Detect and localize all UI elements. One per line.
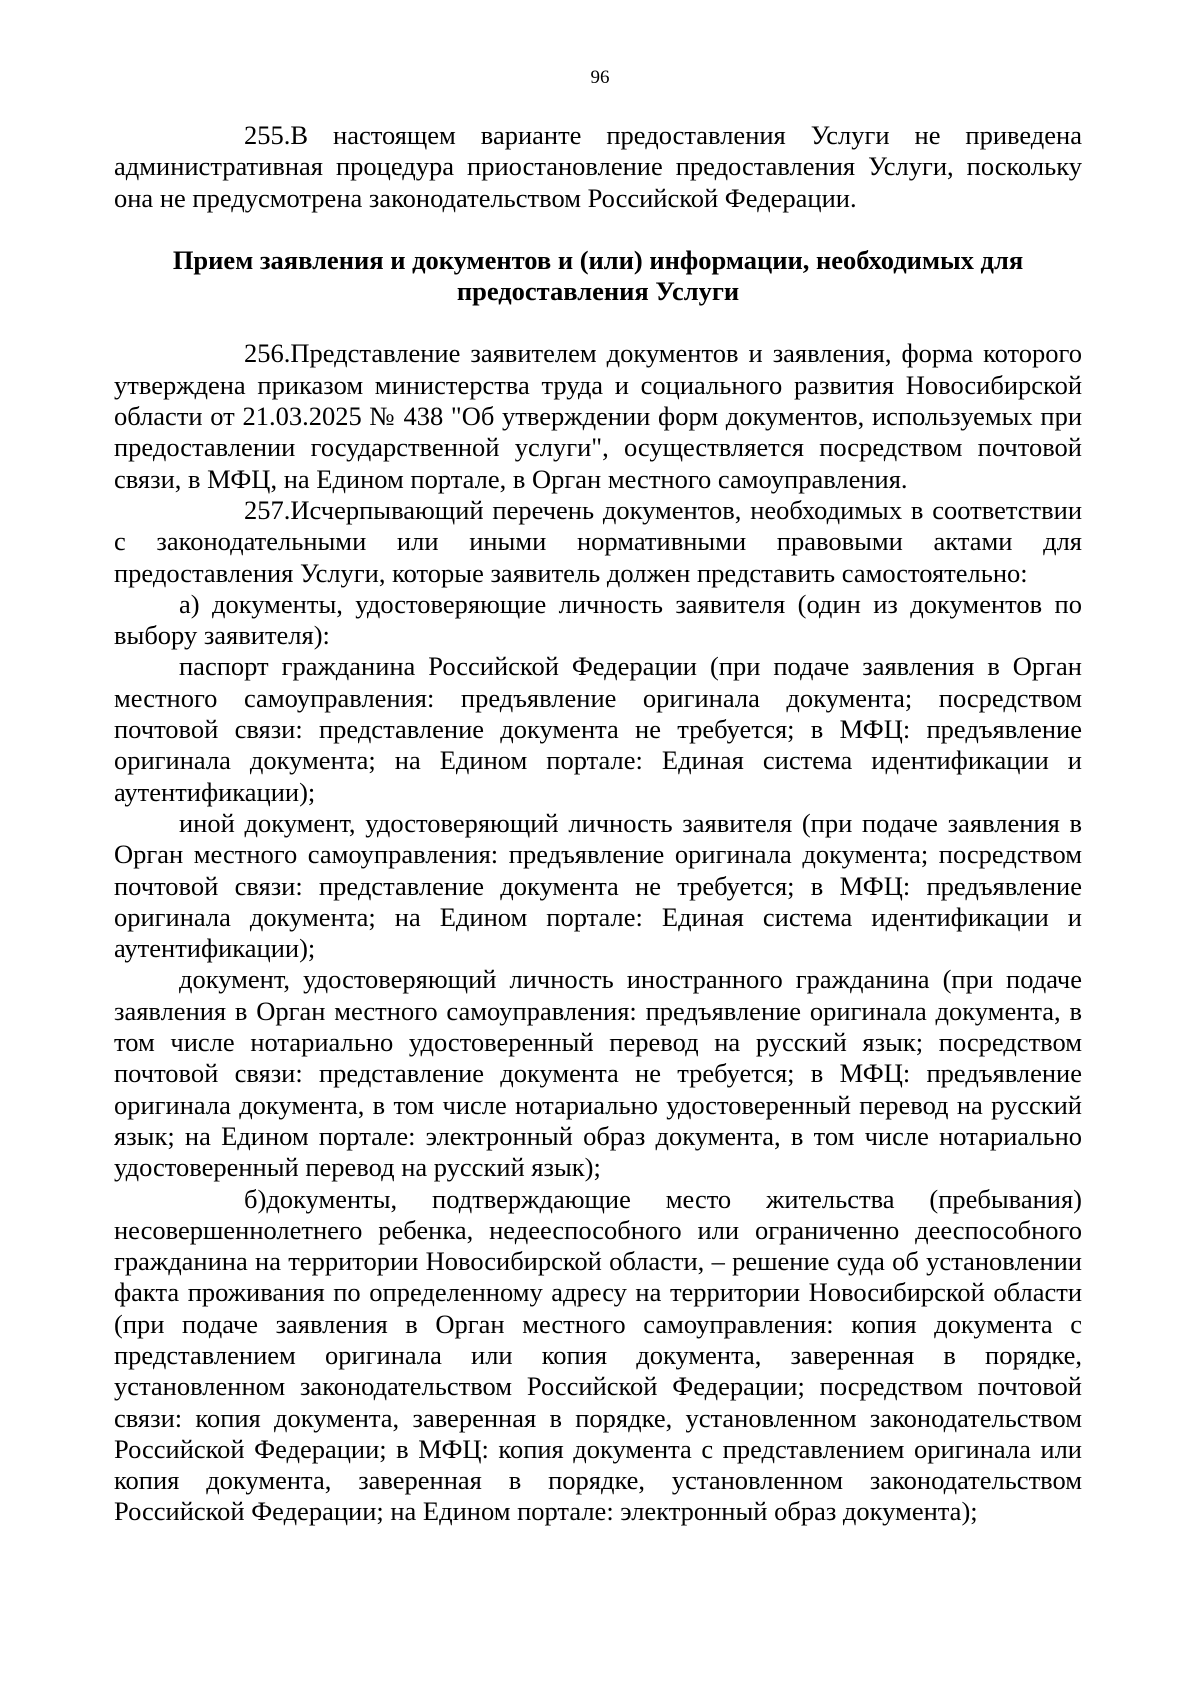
list-subitem-passport: паспорт гражданина Российской Федерации (при подаче заявления в Орган местного самоуправления: предъявление оригинала документа; посредством почтовой связи: представление документа не требуется; в МФЦ: предъявление оригинала документа; на Едином портале: Единая система идентификации и аутентификации);	[114, 651, 1082, 807]
paragraph-text-256: Представление заявителем документов и заявления, форма которого утверждена приказом министерства труда и социального развития Новосибирской области от 21.03.2025 № 438 "Об утверждении форм документов, используемых при предоставлении государственной услуги", осуществляется посредством почтовой связи, в МФЦ, на Едином портале, в Орган местного самоуправления.	[114, 338, 1082, 494]
paragraph-256	[114, 338, 1082, 494]
document-body	[114, 120, 1082, 1528]
paragraph-text-257: Исчерпывающий перечень документов, необходимых в соответствии с законодательными или иными нормативными правовыми актами для предоставления Услуги, которые заявитель должен представить самостоятельно:	[114, 494, 1082, 588]
list-subitem-other-document: иной документ, удостоверяющий личность заявителя (при подаче заявления в Орган местного самоуправления: предъявление оригинала документа; посредством почтовой связи: представление документа не требуется; в МФЦ: предъявление оригинала документа; на Едином портале: Единая система идентификации и аутентификации);	[114, 807, 1082, 964]
paragraph-number-256: 256.	[244, 338, 291, 369]
list-subitem-foreign-document: документ, удостоверяющий личность иностранного гражданина (при подаче заявления в Орган местного самоуправления: предъявление оригинала документа, в том числе нотариально удостоверенный перевод на русский язык; посредством почтовой связи: представление документа не требуется; в МФЦ: предъявление оригинала документа, в том числе нотариально удостоверенный перевод на русский язык; на Едином портале: электронный образ документа, в том числе нотариально удостоверенный перевод на русский язык);	[114, 964, 1082, 1183]
list-item-b-marker: б)	[244, 1183, 267, 1214]
paragraph-number-257: 257.	[244, 494, 291, 525]
list-item-a: а) документы, удостоверяющие личность заявителя (один из документов по выбору заявителя):	[114, 588, 1082, 651]
section-heading: Прием заявления и документов и (или) информации, необходимых для предоставления Услуги	[172, 244, 1024, 307]
paragraph-text-255: В настоящем варианте предоставления Услуги не приведена административная процедура приостановление предоставления Услуги, поскольку она не предусмотрена законодательством Российской Федерации.	[114, 120, 1082, 213]
paragraph-257	[114, 495, 1082, 589]
page-number: 96	[590, 67, 610, 88]
list-item-b-text: документы, подтверждающие место жительства (пребывания) несовершеннолетнего ребенка, недееспособного или ограниченно дееспособного гражданина на территории Новосибирской области, – решение суда об установлении факта проживания по определенному адресу на территории Новосибирской области (при подаче заявления в Орган местного самоуправления: копия документа с представлением оригинала или копия документа, заверенная в порядке, установленном законодательством Российской Федерации; посредством почтовой связи: копия документа, заверенная в порядке, установленном законодательством Российской Федерации; в МФЦ: копия документа с представлением оригинала или копия документа, заверенная в порядке, установленном законодательством Российской Федерации; на Едином портале: электронный образ документа);	[114, 1183, 1082, 1527]
paragraph-255	[114, 120, 1082, 214]
paragraph-number-255: 255.	[244, 120, 291, 150]
list-item-b	[114, 1184, 1082, 1528]
